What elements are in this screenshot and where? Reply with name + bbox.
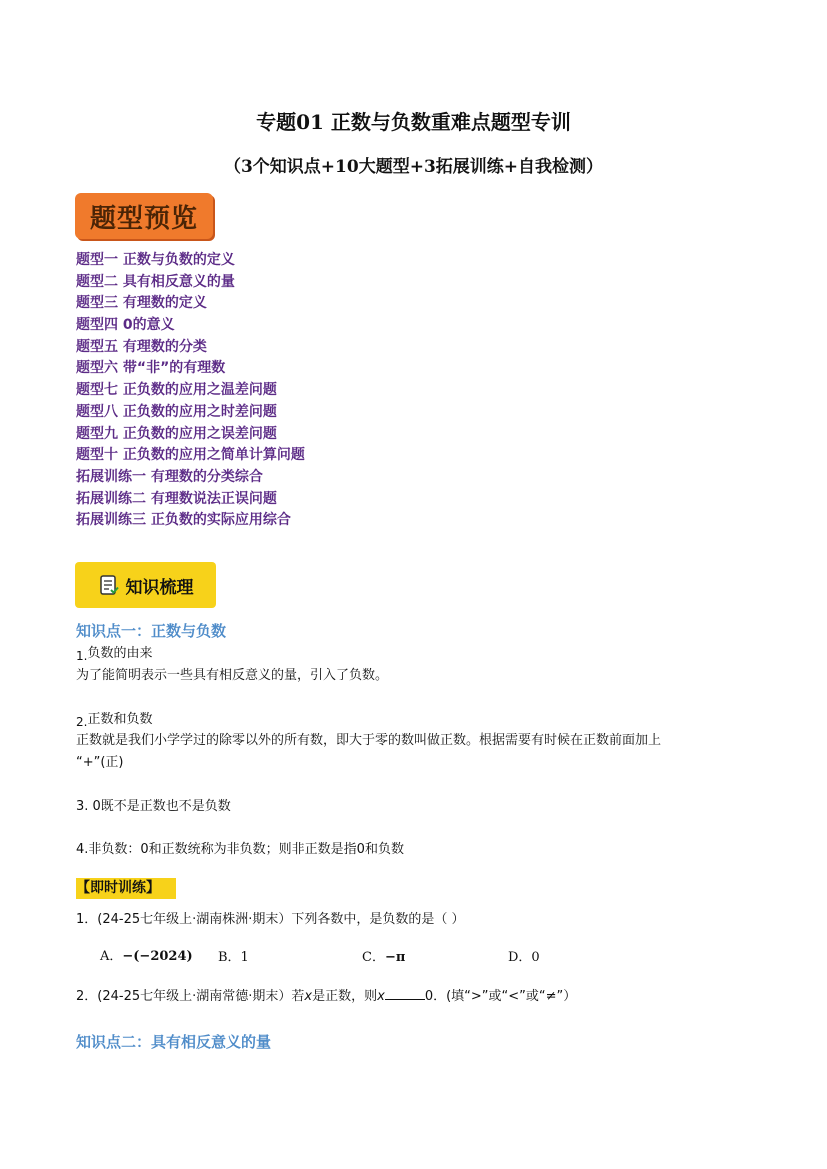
toc-item[interactable]: 题型六 带“非”的有理数: [76, 360, 226, 377]
question-1-option-c[interactable]: [362, 946, 405, 965]
kp1-item2-title: [76, 708, 152, 727]
toc-item[interactable]: 题型五 有理数的分类: [76, 338, 207, 355]
checklist-icon: [98, 574, 120, 596]
kp1-item1-number: 1.: [76, 649, 88, 663]
toc-item[interactable]: 题型三 有理数的定义: [76, 295, 207, 312]
q2-stem-pre: 2．(24-25七年级上·湖南常德·期末）若: [76, 989, 305, 1004]
instant-training-tag: 【即时训练】: [76, 878, 176, 899]
q2-stem-mid: 是正数，则: [312, 989, 378, 1004]
question-1-stem: 1．(24-25七年级上·湖南株洲·期末）下列各数中，是负数的是（ ）: [76, 912, 465, 927]
question-1-option-a[interactable]: [100, 945, 193, 964]
toc-item[interactable]: 题型十 正负数的应用之简单计算问题: [76, 447, 305, 464]
toc-item[interactable]: 题型七 正负数的应用之温差问题: [76, 382, 277, 399]
option-a-value: −(−2024): [122, 949, 193, 964]
kp1-item1-title-text: 负数的由来: [87, 646, 153, 661]
toc-item[interactable]: 拓展训练一 有理数的分类综合: [76, 468, 263, 485]
toc-item[interactable]: 拓展训练二 有理数说法正误问题: [76, 490, 277, 507]
page-title: 专题01 正数与负数重难点题型专训: [256, 110, 571, 134]
kp1-item3: 3. 0既不是正数也不是负数: [76, 799, 231, 814]
question-1-option-b[interactable]: B．1: [218, 950, 249, 965]
kp1-item1-body: 为了能简明表示一些具有相反意义的量，引入了负数。: [76, 668, 389, 683]
kp1-item1-title: [76, 642, 152, 661]
q2-answer-blank[interactable]: [385, 987, 425, 1000]
knowledge-point-2-heading: 知识点二：具有相反意义的量: [76, 1033, 272, 1051]
option-c-value: −π: [384, 950, 406, 965]
toc-item[interactable]: 题型九 正负数的应用之误差问题: [76, 425, 277, 442]
toc-item[interactable]: 题型一 正数与负数的定义: [76, 252, 235, 268]
toc-item[interactable]: 题型八 正负数的应用之时差问题: [76, 403, 277, 420]
option-c-label: C．: [362, 950, 385, 965]
kp1-item2-number: 2.: [76, 715, 88, 729]
question-1-option-d[interactable]: D．0: [508, 950, 540, 965]
toc-item[interactable]: 题型四 0的意义: [76, 317, 175, 334]
knowledge-review-banner: [75, 562, 216, 608]
question-types-banner: 题型预览: [75, 193, 213, 239]
q2-stem-post: 0．(填“>”或“<”或“≠”）: [424, 989, 577, 1004]
question-2-stem: [76, 985, 576, 1004]
kp1-item4: 4.非负数：0和正数统称为非负数；则非正数是指0和负数: [76, 842, 404, 857]
page-subtitle: （3个知识点+10大题型+3拓展训练+自我检测）: [223, 157, 604, 177]
toc-item[interactable]: 拓展训练三 正负数的实际应用综合: [76, 512, 291, 529]
knowledge-review-label: 知识梳理: [125, 577, 194, 598]
toc-item[interactable]: 题型二 具有相反意义的量: [76, 273, 235, 290]
kp1-item2-body-line2: “+”(正): [76, 755, 124, 770]
q2-variable-x: x: [377, 989, 385, 1004]
q2-variable-x: x: [304, 989, 313, 1004]
option-a-label: A．: [100, 949, 123, 964]
question-type-list: [76, 250, 305, 532]
knowledge-point-1-heading: 知识点一：正数与负数: [76, 622, 227, 640]
kp1-item2-title-text: 正数和负数: [87, 712, 153, 727]
kp1-item2-body-line1: 正数就是我们小学学过的除零以外的所有数，即大于零的数叫做正数。根据需要有时候在正数前面加上: [76, 733, 662, 748]
